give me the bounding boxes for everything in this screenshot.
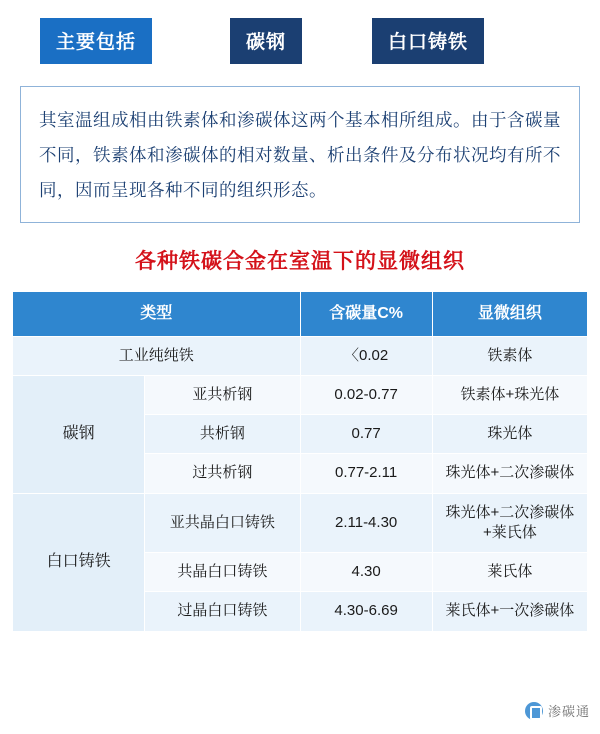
cell-structure: 莱氏体	[432, 553, 587, 592]
table-container	[0, 291, 600, 632]
cell-name: 过晶白口铸铁	[145, 592, 300, 631]
table-header-row	[13, 292, 588, 337]
cell-name: 亚共析钢	[145, 375, 300, 414]
cell-carbon: 4.30	[300, 553, 432, 592]
table-row	[13, 375, 588, 414]
chip-row	[0, 0, 600, 64]
cell-structure: 珠光体	[432, 415, 587, 454]
watermark-text: 渗碳通	[547, 704, 590, 719]
cell-structure: 珠光体+二次渗碳体+莱氏体	[432, 493, 587, 553]
chip-main-category: 主要包括	[40, 18, 152, 64]
chip-wrap-2	[302, 18, 484, 64]
cell-name: 共晶白口铸铁	[145, 553, 300, 592]
cell-carbon: 4.30-6.69	[300, 592, 432, 631]
circle-logo-icon	[525, 702, 543, 720]
cell-carbon: 0.77	[300, 415, 432, 454]
section-title: 各种铁碳合金在室温下的显微组织	[135, 250, 465, 273]
cell-structure: 铁素体+珠光体	[432, 375, 587, 414]
cell-name: 共析钢	[145, 415, 300, 454]
chip-carbon-steel: 碳钢	[230, 18, 302, 64]
cell-carbon: 2.11-4.30	[300, 493, 432, 553]
cell-carbon: 〈0.02	[300, 336, 432, 375]
header-type: 类型	[13, 292, 301, 337]
cell-name: 亚共晶白口铸铁	[145, 493, 300, 553]
cell-group-carbon-steel: 碳钢	[13, 375, 145, 493]
chip-wrap-0	[22, 18, 152, 64]
table-row	[13, 336, 588, 375]
cell-name: 工业纯纯铁	[13, 336, 301, 375]
header-structure: 显微组织	[432, 292, 587, 337]
cell-structure: 珠光体+二次渗碳体	[432, 454, 587, 493]
table-row	[13, 493, 588, 553]
cell-carbon: 0.77-2.11	[300, 454, 432, 493]
cell-group-white-cast-iron: 白口铸铁	[13, 493, 145, 631]
chip-wrap-1	[152, 18, 302, 64]
cell-structure: 铁素体	[432, 336, 587, 375]
watermark	[525, 701, 590, 720]
header-carbon: 含碳量C%	[300, 292, 432, 337]
cell-carbon: 0.02-0.77	[300, 375, 432, 414]
microstructure-table	[12, 291, 588, 632]
cell-structure: 莱氏体+一次渗碳体	[432, 592, 587, 631]
chip-white-cast-iron: 白口铸铁	[372, 18, 484, 64]
cell-name: 过共析钢	[145, 454, 300, 493]
quote-text: 其室温组成相由铁素体和渗碳体这两个基本相所组成。由于含碳量不同，铁素体和渗碳体的相对数量、析出条件及分布状况均有所不同，因而呈现各种不同的组织形态。	[39, 110, 561, 200]
quote-box	[20, 86, 580, 223]
